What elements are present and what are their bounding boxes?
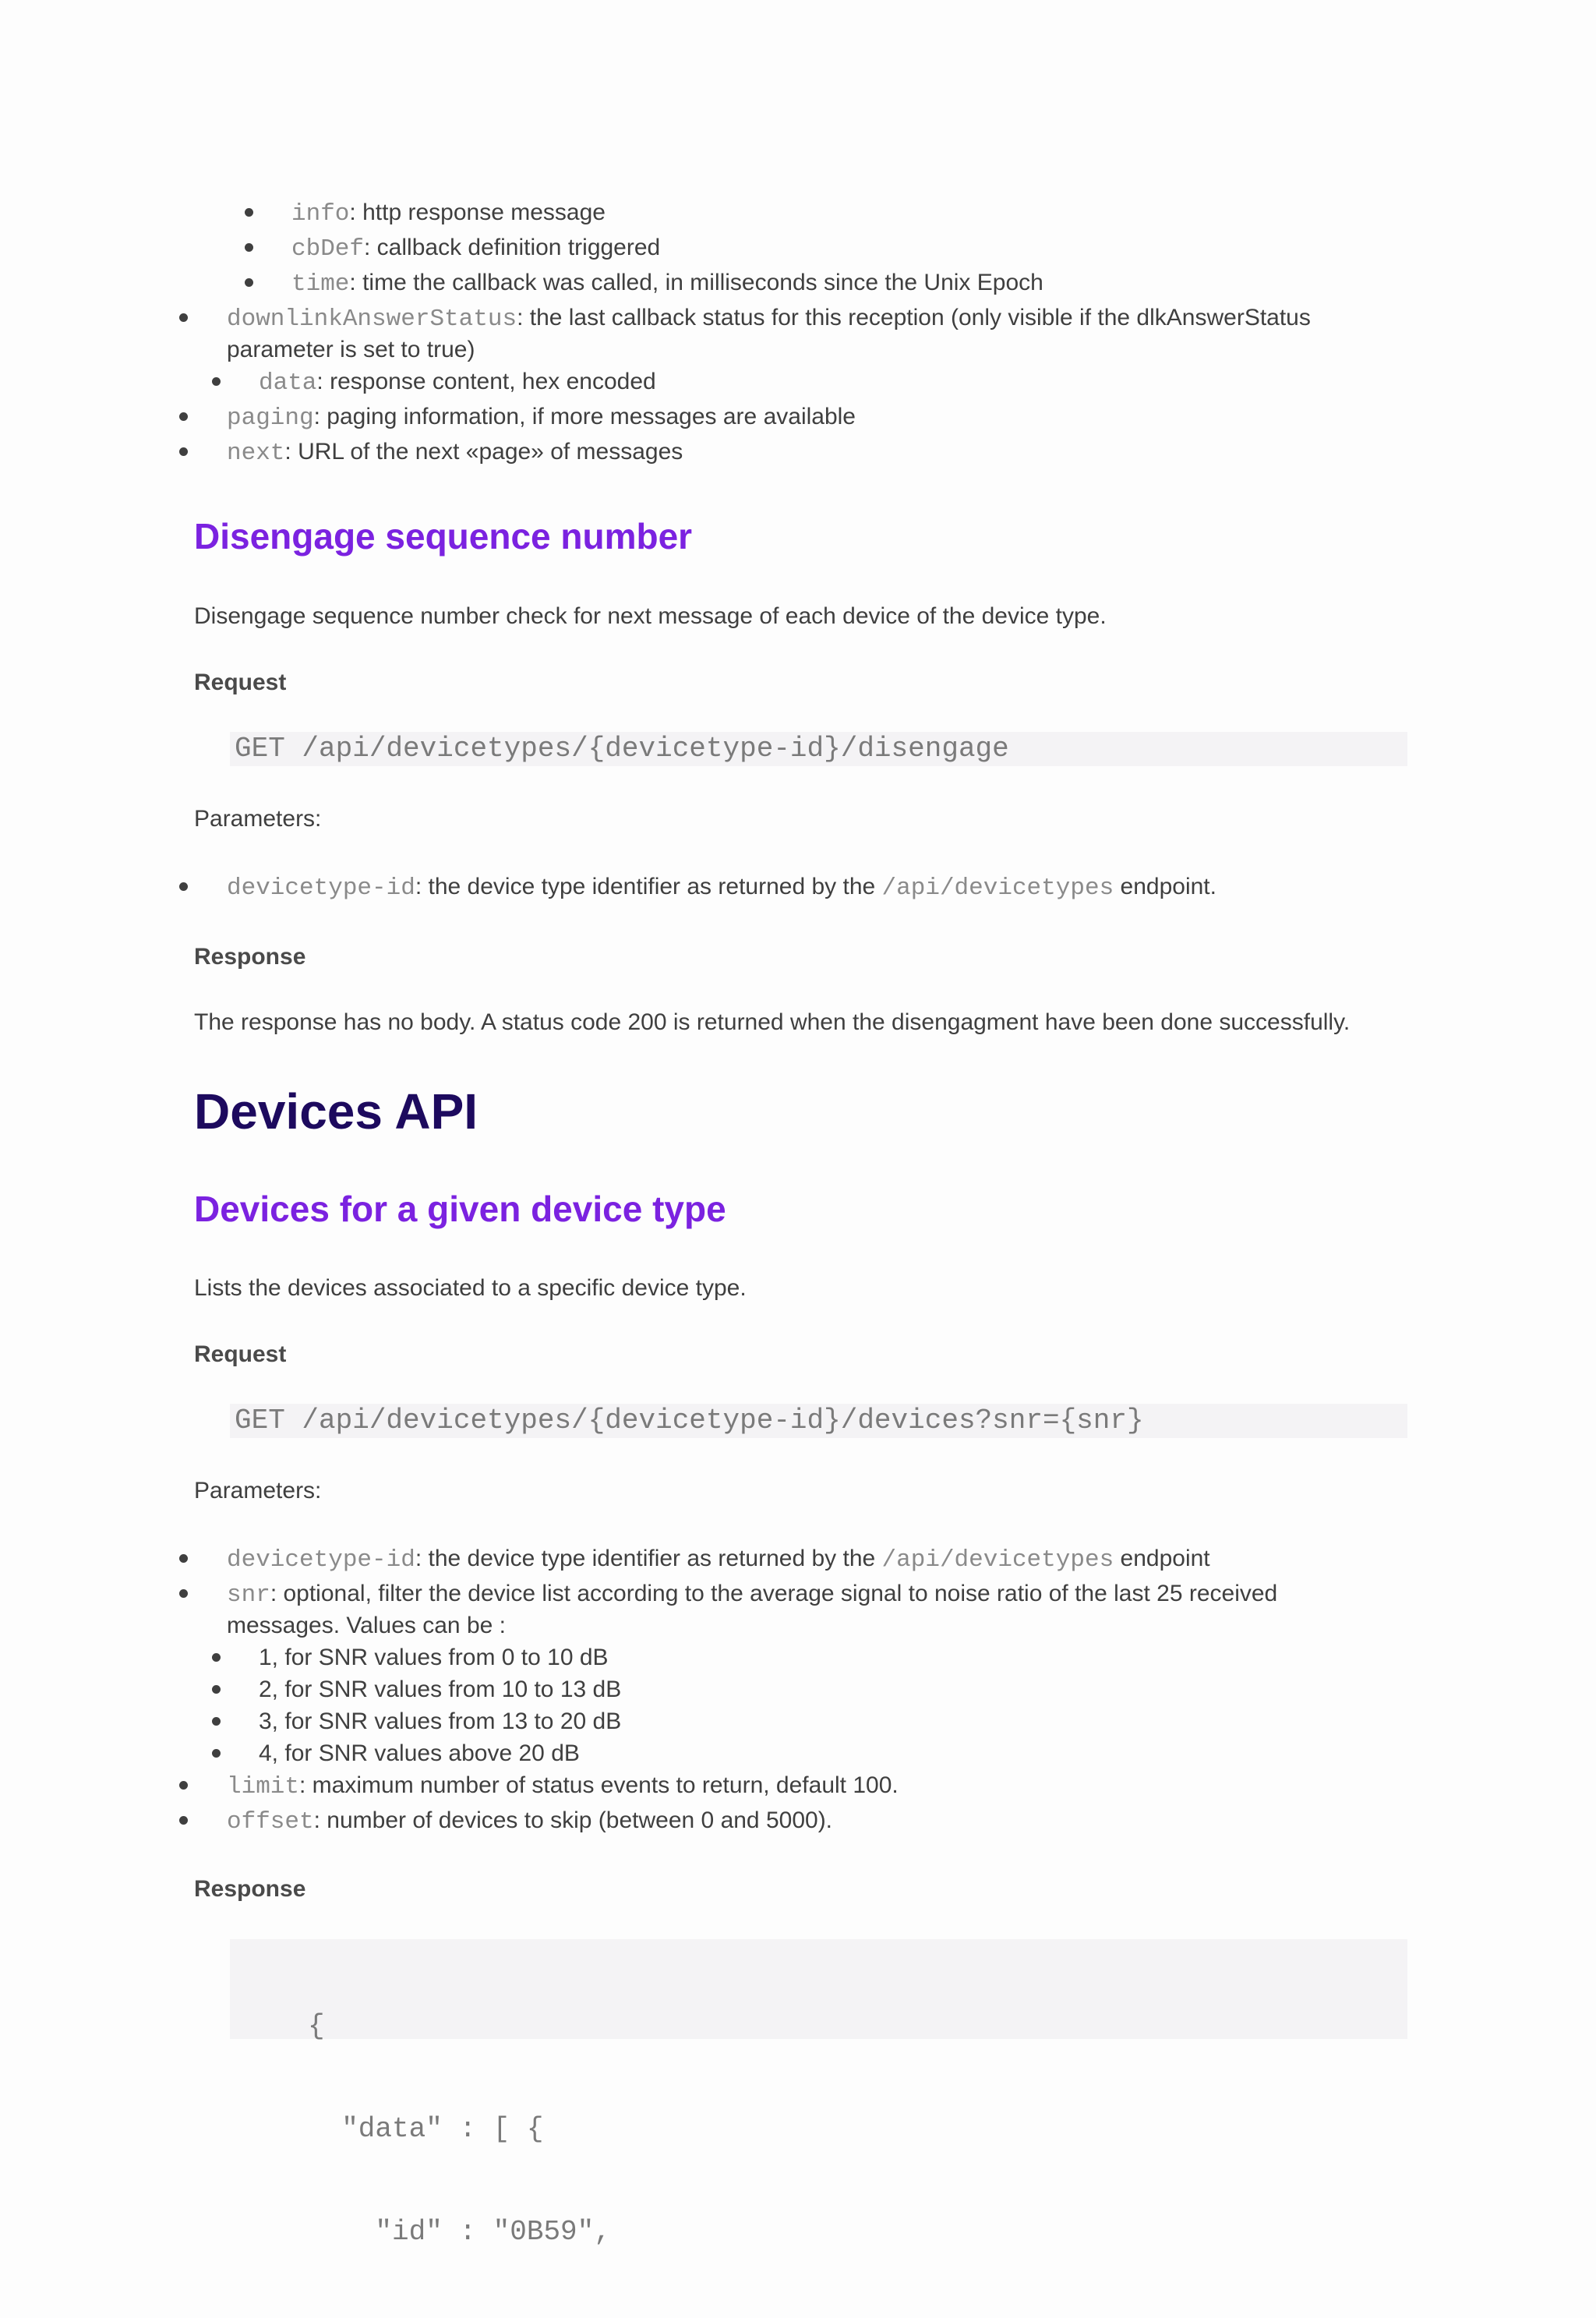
parameters-label: Parameters: (194, 806, 322, 832)
param-text-end: endpoint (1114, 1546, 1210, 1571)
param-text: : optional, filter the device list according to the average signal to noise ratio of the last 25 received (270, 1581, 1278, 1606)
code-next: next (227, 440, 285, 467)
code-paging: paging (227, 405, 314, 432)
code-info: info (291, 200, 350, 228)
list-item-next (227, 436, 683, 469)
response-label: Response (194, 944, 306, 970)
bullet (212, 1717, 221, 1726)
list-item-downlink (227, 302, 1311, 335)
response-label: Response (194, 1876, 306, 1902)
list-item-info (291, 197, 606, 230)
snr-value-2: 2, for SNR values from 10 to 13 dB (259, 1677, 622, 1702)
code-devicetype-id: devicetype-id (227, 875, 415, 902)
heading-devices-api: Devices API (194, 1083, 478, 1140)
bullet (179, 1816, 188, 1825)
code-data: data (259, 369, 317, 397)
code-endpoint: /api/devicetypes (881, 875, 1114, 902)
code-limit: limit (227, 1773, 300, 1800)
disengage-request-code: GET /api/devicetypes/{devicetype-id}/disengage (230, 732, 1407, 766)
bullet (245, 208, 253, 217)
list-item-paging (227, 401, 856, 434)
param-text: : the device type identifier as returned by the (415, 874, 882, 899)
list-text: : http response message (349, 200, 606, 225)
code-offset: offset (227, 1808, 314, 1836)
heading-disengage: Disengage sequence number (194, 516, 693, 557)
bullet (179, 313, 188, 322)
bullet (245, 278, 253, 287)
list-item-data (259, 366, 656, 399)
param-snr (227, 1578, 1277, 1611)
bullet (179, 1554, 188, 1563)
disengage-description: Disengage sequence number check for next message of each device of the device type. (194, 603, 1107, 629)
bullet (212, 377, 221, 386)
devices-request-code: GET /api/devicetypes/{devicetype-id}/devices?snr={snr} (230, 1404, 1407, 1438)
list-text: : response content, hex encoded (316, 369, 656, 394)
code-line: "data" : [ { (308, 2113, 544, 2145)
bullet (179, 447, 188, 456)
bullet (179, 1589, 188, 1598)
code-endpoint: /api/devicetypes (881, 1546, 1114, 1574)
bullet (179, 882, 188, 891)
bullet (212, 1653, 221, 1662)
list-text: : time the callback was called, in milliseconds since the Unix Epoch (349, 270, 1043, 295)
request-label: Request (194, 1341, 287, 1367)
disengage-response-text: The response has no body. A status code 200 is returned when the disengagment have been done successfully. (194, 1009, 1351, 1035)
bullet (245, 243, 253, 252)
devices-description: Lists the devices associated to a specific device type. (194, 1275, 747, 1301)
param-snr-cont: messages. Values can be : (227, 1613, 506, 1638)
list-item-cbdef (291, 232, 660, 265)
list-item-downlink-cont: parameter is set to true) (227, 337, 475, 362)
param-devicetype-id (227, 871, 1216, 904)
list-text: : paging information, if more messages are available (313, 404, 856, 429)
snr-value-1: 1, for SNR values from 0 to 10 dB (259, 1645, 609, 1670)
parameters-label: Parameters: (194, 1478, 322, 1504)
code-line: { (308, 2010, 325, 2042)
list-text: : URL of the next «page» of messages (284, 439, 683, 465)
list-item-time (291, 267, 1043, 300)
param-text: : the device type identifier as returned by the (415, 1546, 882, 1571)
list-text: : callback definition triggered (364, 235, 661, 260)
param-limit (227, 1770, 899, 1803)
code-line: "id" : "0B59", (308, 2216, 611, 2248)
snr-value-4: 4, for SNR values above 20 dB (259, 1740, 580, 1766)
request-label: Request (194, 670, 287, 695)
devices-response-code (230, 1939, 1407, 2248)
heading-devices-for-type: Devices for a given device type (194, 1189, 726, 1229)
code-time: time (291, 270, 350, 298)
code-devicetype-id: devicetype-id (227, 1546, 415, 1574)
list-text: : the last callback status for this reception (only visible if the dlkAnswerStatus (517, 305, 1311, 330)
param-text: : number of devices to skip (between 0 and 5000). (313, 1807, 833, 1833)
bullet (179, 1781, 188, 1790)
code-downlink: downlinkAnswerStatus (227, 306, 517, 333)
param-offset (227, 1805, 832, 1838)
param-devicetype-id (227, 1543, 1210, 1576)
bullet (212, 1749, 221, 1758)
bullet (179, 412, 188, 421)
code-cbdef: cbDef (291, 235, 365, 263)
param-text-end: endpoint. (1114, 874, 1216, 899)
code-snr: snr (227, 1581, 270, 1609)
param-text: : maximum number of status events to return, default 100. (299, 1772, 899, 1798)
snr-value-3: 3, for SNR values from 13 to 20 dB (259, 1708, 622, 1734)
bullet (212, 1685, 221, 1694)
